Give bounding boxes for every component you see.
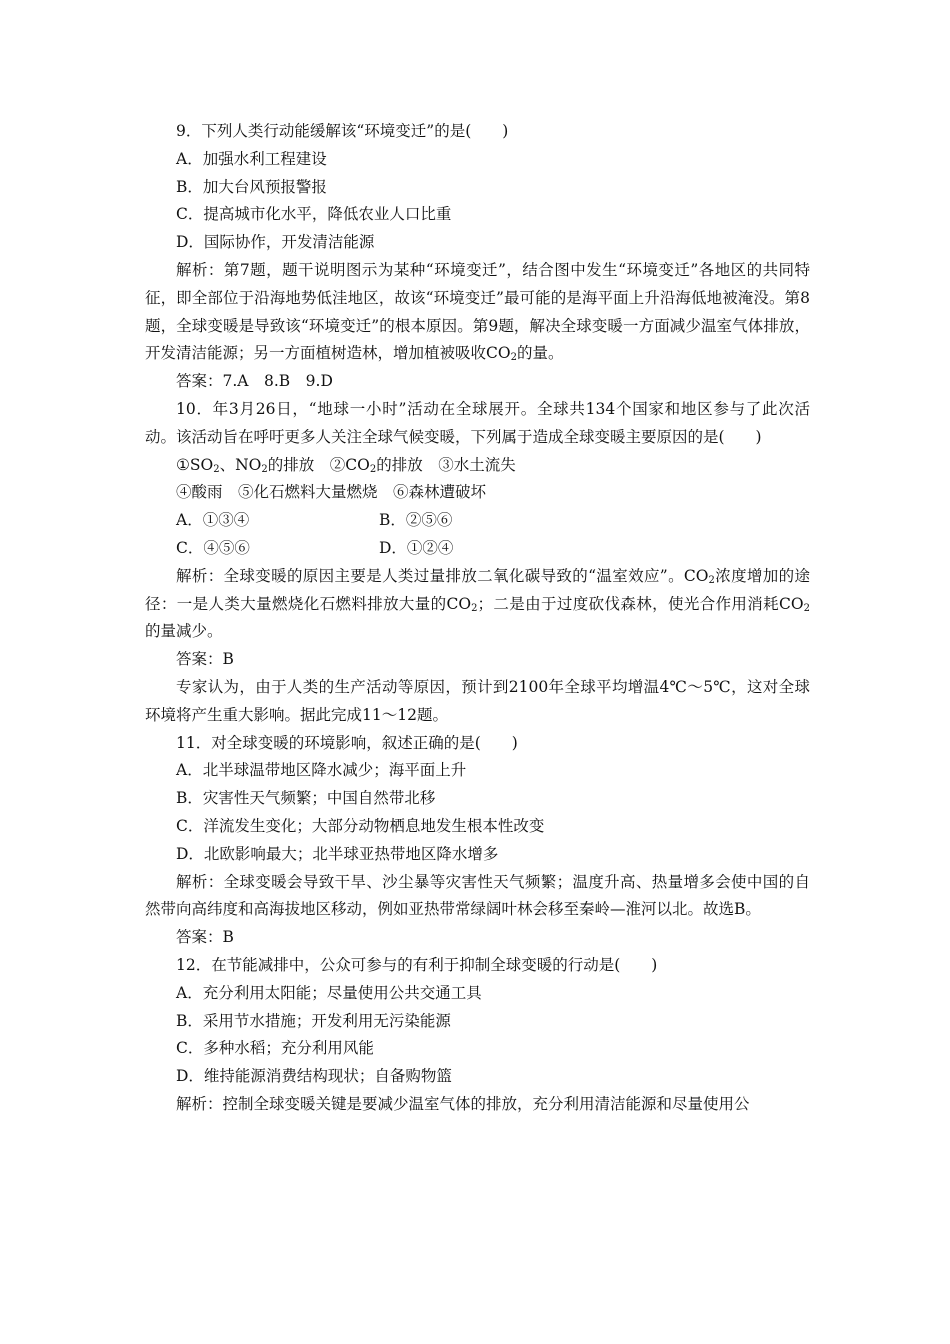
question-9-option-a: A．加强水利工程建设 [176,149,327,168]
question-9-option-b: B．加大台风预报警报 [176,177,327,196]
analysis-text: 的量。 [516,344,564,363]
question-10-stem: 10．年3月26日，“地球一小时”活动在全球展开。全球共134个国家和地区参与了此次活动。该活动旨在呼吁更多人关注全球气候变暖，下列属于造成全球变暖主要原因的是( ) [145,399,810,446]
question-9-option-c: C．提高城市化水平，降低农业人口比重 [176,205,452,224]
subscript: 2 [510,352,517,364]
item-text: ①SO [176,455,214,474]
analysis-text: 的量减少。 [145,622,223,641]
question-11-option-a: A．北半球温带地区降水减少；海平面上升 [176,761,467,780]
item-text: 的排放 ②CO [267,455,370,474]
question-11-option-d: D．北欧影响最大；北半球亚热带地区降水增多 [176,844,499,863]
analysis-text: 解析：第7题，题干说明图示为某种“环境变迁”，结合图中发生“环境变迁”各地区的共同特征，即全部位于沿海地势低洼地区，故该“环境变迁”最可能的是海平面上升沿海低地被淹没。第8题，全球变暖是导致该“环境变迁”的根本原因。第9题，解决全球变暖一方面减少温室气体排放，开发清洁能源；另一方面植树造林，增加植被吸收CO [145,260,810,363]
question-11-option-b: B．灾害性天气频繁；中国自然带北移 [176,789,436,808]
question-12-stem: 12．在节能减排中，公众可参与的有利于抑制全球变暖的行动是( ) [176,955,658,974]
subscript: 2 [708,574,715,586]
item-text: 、NO [219,455,262,474]
question-10-answer: 答案：B [176,650,234,669]
question-10-analysis [145,563,810,646]
question-9-option-d: D．国际协作，开发清洁能源 [176,233,375,252]
question-12-option-d: D．维持能源消费结构现状；自备购物篮 [176,1067,452,1086]
question-12-analysis: 解析：控制全球变暖关键是要减少温室气体的排放，充分利用清洁能源和尽量使用公 [176,1094,750,1113]
question-12-option-a: A．充分利用太阳能；尽量使用公共交通工具 [176,983,482,1002]
question-11-option-c: C．洋流发生变化；大部分动物栖息地发生根本性改变 [176,816,545,835]
question-11-answer: 答案：B [176,928,234,947]
question-10-option-d: D．①②④ [379,538,454,557]
question-9-stem: 9．下列人类行动能缓解该“环境变迁”的是( ) [176,122,509,140]
analysis-text: ；二是由于过度砍伐森林，使光合作用消耗CO [477,594,804,613]
item-text: 的排放 ③水土流失 [376,455,516,474]
question-7-9-analysis [145,257,810,368]
question-10-options-row-2 [145,535,810,563]
analysis-text: 解析：全球变暖的原因主要是人类过量排放二氧化碳导致的“温室效应”。CO [176,566,709,585]
question-10-options-row-1 [145,507,810,535]
question-10-items-line-1 [145,452,810,480]
subscript: 2 [369,463,377,475]
question-12-option-b: B．采用节水措施；开发利用无污染能源 [176,1011,451,1030]
question-10-items-line-2: ④酸雨 ⑤化石燃料大量燃烧 ⑥森林遭破坏 [176,483,487,502]
question-10-option-b: B．②⑤⑥ [379,511,453,530]
subscript: 2 [261,463,268,475]
subscript: 2 [213,463,220,475]
subscript: 2 [471,602,478,614]
question-11-stem: 11．对全球变暖的环境影响，叙述正确的是( ) [176,733,518,752]
subscript: 2 [803,602,810,614]
document-body [145,118,810,1119]
question-10-option-a: A．①③④ [176,511,250,530]
question-12-option-c: C．多种水稻；充分利用风能 [176,1039,374,1058]
intro-11-12: 专家认为，由于人类的生产活动等原因，预计到2100年全球平均增温4℃～5℃，这对全球环境将产生重大影响。据此完成11～12题。 [145,677,810,724]
analysis-text: 浓度增加的途径：一是人类大量燃烧化石燃料排放大量的CO [145,566,810,613]
question-11-analysis: 解析：全球变暖会导致干旱、沙尘暴等灾害性天气频繁；温度升高、热量增多会使中国的自然带向高纬度和高海拔地区移动，例如亚热带常绿阔叶林会移至秦岭—淮河以北。故选B。 [145,872,810,919]
question-10-option-c: C．④⑤⑥ [176,538,250,557]
question-7-9-answer: 答案：7.A 8.B 9.D [176,372,333,391]
